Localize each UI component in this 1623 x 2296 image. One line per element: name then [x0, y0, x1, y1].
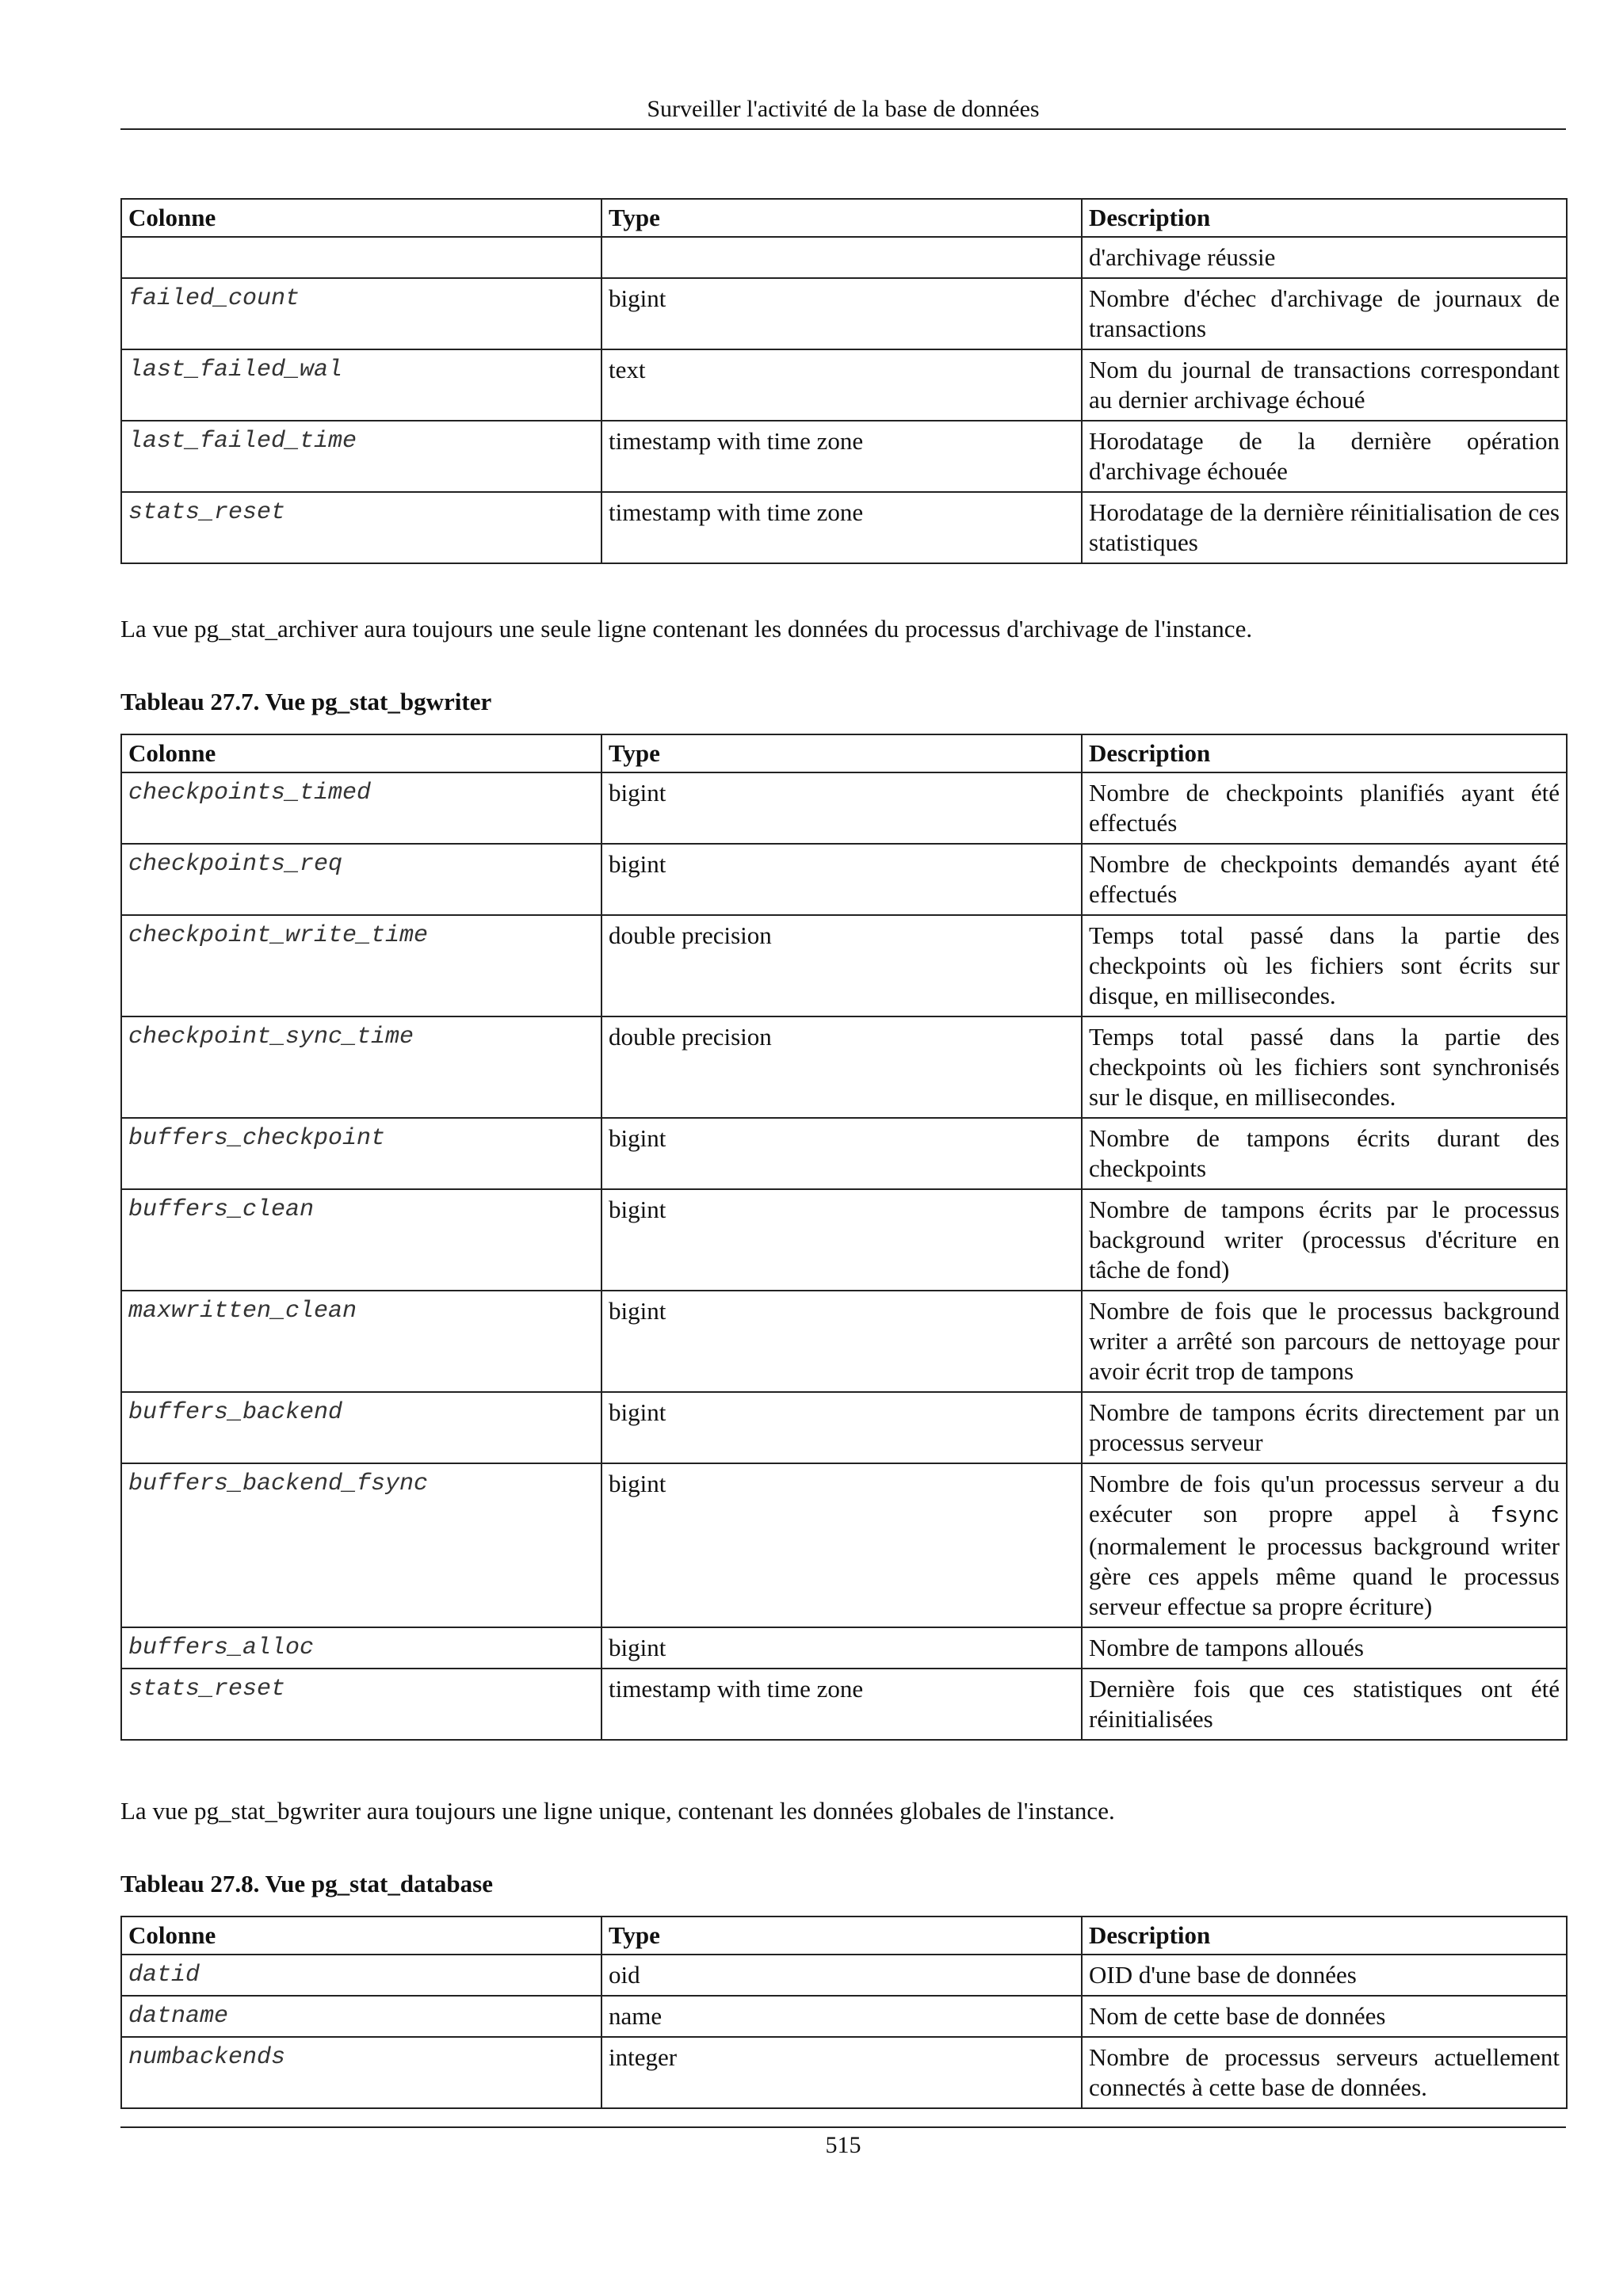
column-type: bigint: [601, 1463, 1082, 1627]
column-description: Dernière fois que ces statistiques ont été réinitialisées: [1082, 1669, 1567, 1740]
column-description: [1082, 1463, 1567, 1627]
table-row: [121, 1016, 1567, 1118]
column-header-colonne: Colonne: [121, 1917, 601, 1955]
column-type: bigint: [601, 844, 1082, 915]
column-description: Temps total passé dans la partie des checkpoints où les fichiers sont synchronisés sur le disque, en millisecondes.: [1082, 1016, 1567, 1118]
table-row: [121, 237, 1567, 278]
column-type: bigint: [601, 1291, 1082, 1392]
column-type: integer: [601, 2037, 1082, 2108]
header-rule: [120, 128, 1566, 130]
table-pg-stat-database: [120, 1916, 1568, 2109]
column-name: buffers_alloc: [121, 1627, 601, 1669]
column-description: Horodatage de la dernière opération d'archivage échouée: [1082, 421, 1567, 492]
column-type: name: [601, 1996, 1082, 2037]
table-header-row: [121, 734, 1567, 772]
column-type: bigint: [601, 1189, 1082, 1291]
paragraph-bgwriter-note: La vue pg_stat_bgwriter aura toujours une ligne unique, contenant les données globales de l'instance.: [120, 1797, 1115, 1825]
column-name: checkpoints_timed: [121, 772, 601, 844]
column-name: last_failed_time: [121, 421, 601, 492]
column-name: datid: [121, 1955, 601, 1996]
table-header-row: [121, 199, 1567, 237]
column-type: [601, 237, 1082, 278]
table-header-row: [121, 1917, 1567, 1955]
table-row: [121, 1291, 1567, 1392]
column-name: buffers_backend: [121, 1392, 601, 1463]
column-header-type: Type: [601, 734, 1082, 772]
description-text: (normalement le processus background writer gère ces appels même quand le processus serveur effectue sa propre écriture): [1089, 1532, 1560, 1620]
table-row: [121, 492, 1567, 563]
table-row: [121, 1955, 1567, 1996]
column-type: bigint: [601, 278, 1082, 349]
column-type: timestamp with time zone: [601, 421, 1082, 492]
table-row: [121, 1118, 1567, 1189]
table-row: [121, 1392, 1567, 1463]
column-name: [121, 237, 601, 278]
column-type: bigint: [601, 1392, 1082, 1463]
column-description: Nombre de tampons écrits par le processus background writer (processus d'écriture en tâche de fond): [1082, 1189, 1567, 1291]
paragraph-archiver-note: La vue pg_stat_archiver aura toujours une seule ligne contenant les données du processus d'archivage de l'instance.: [120, 615, 1253, 643]
table-row: [121, 278, 1567, 349]
column-header-colonne: Colonne: [121, 199, 601, 237]
column-description: d'archivage réussie: [1082, 237, 1567, 278]
table-row: [121, 772, 1567, 844]
column-description: Nombre de tampons écrits durant des checkpoints: [1082, 1118, 1567, 1189]
column-name: stats_reset: [121, 1669, 601, 1740]
table-row: [121, 421, 1567, 492]
column-header-description: Description: [1082, 199, 1567, 237]
column-description: Nombre de processus serveurs actuellement connectés à cette base de données.: [1082, 2037, 1567, 2108]
column-description: OID d'une base de données: [1082, 1955, 1567, 1996]
table-caption-bgwriter: Tableau 27.7. Vue pg_stat_bgwriter: [120, 688, 492, 715]
running-header: Surveiller l'activité de la base de données: [647, 96, 1040, 122]
column-description: Temps total passé dans la partie des checkpoints où les fichiers sont écrits sur disque, en millisecondes.: [1082, 915, 1567, 1016]
column-description: Nombre d'échec d'archivage de journaux de transactions: [1082, 278, 1567, 349]
column-header-description: Description: [1082, 734, 1567, 772]
column-description: Nom du journal de transactions correspondant au dernier archivage échoué: [1082, 349, 1567, 421]
column-description: Nombre de tampons alloués: [1082, 1627, 1567, 1669]
footer-rule: [120, 2126, 1566, 2128]
column-name: stats_reset: [121, 492, 601, 563]
page-number: 515: [825, 2132, 861, 2158]
table-row: [121, 915, 1567, 1016]
column-name: failed_count: [121, 278, 601, 349]
column-name: checkpoints_req: [121, 844, 601, 915]
column-description: Nombre de checkpoints demandés ayant été effectués: [1082, 844, 1567, 915]
column-type: bigint: [601, 1118, 1082, 1189]
column-description: Nom de cette base de données: [1082, 1996, 1567, 2037]
column-type: bigint: [601, 772, 1082, 844]
table-row: [121, 1627, 1567, 1669]
column-type: timestamp with time zone: [601, 492, 1082, 563]
column-type: bigint: [601, 1627, 1082, 1669]
table-pg-stat-bgwriter: [120, 734, 1568, 1741]
table-row: [121, 844, 1567, 915]
column-name: checkpoint_write_time: [121, 915, 601, 1016]
column-name: datname: [121, 1996, 601, 2037]
table-row: [121, 349, 1567, 421]
column-header-type: Type: [601, 1917, 1082, 1955]
table-row: [121, 2037, 1567, 2108]
table-caption-database: Tableau 27.8. Vue pg_stat_database: [120, 1870, 493, 1897]
column-name: maxwritten_clean: [121, 1291, 601, 1392]
table-row: [121, 1669, 1567, 1740]
column-description: Horodatage de la dernière réinitialisation de ces statistiques: [1082, 492, 1567, 563]
column-name: checkpoint_sync_time: [121, 1016, 601, 1118]
column-header-description: Description: [1082, 1917, 1567, 1955]
column-type: timestamp with time zone: [601, 1669, 1082, 1740]
table-pg-stat-archiver: [120, 198, 1568, 564]
column-type: double precision: [601, 1016, 1082, 1118]
inline-code-fsync: fsync: [1490, 1503, 1560, 1529]
column-description: Nombre de checkpoints planifiés ayant été effectués: [1082, 772, 1567, 844]
table-row: [121, 1463, 1567, 1627]
column-description: Nombre de tampons écrits directement par un processus serveur: [1082, 1392, 1567, 1463]
column-name: buffers_backend_fsync: [121, 1463, 601, 1627]
column-description: Nombre de fois que le processus background writer a arrêté son parcours de nettoyage pour avoir écrit trop de tampons: [1082, 1291, 1567, 1392]
column-type: double precision: [601, 915, 1082, 1016]
table-row: [121, 1189, 1567, 1291]
column-name: buffers_checkpoint: [121, 1118, 601, 1189]
table-row: [121, 1996, 1567, 2037]
column-header-type: Type: [601, 199, 1082, 237]
description-text: Nombre de fois qu'un processus serveur a du exécuter son propre appel à: [1089, 1470, 1560, 1527]
column-name: buffers_clean: [121, 1189, 601, 1291]
column-type: text: [601, 349, 1082, 421]
column-header-colonne: Colonne: [121, 734, 601, 772]
column-name: last_failed_wal: [121, 349, 601, 421]
column-type: oid: [601, 1955, 1082, 1996]
column-name: numbackends: [121, 2037, 601, 2108]
